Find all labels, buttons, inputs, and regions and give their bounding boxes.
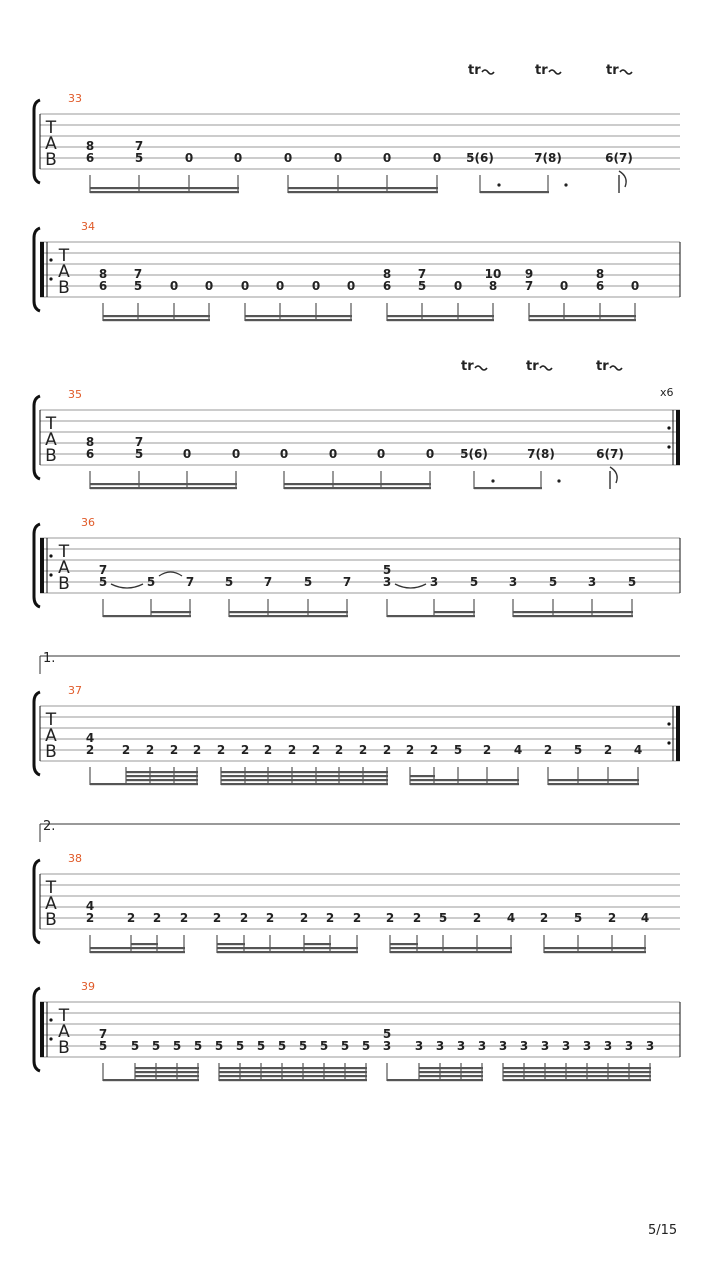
fret-number: 5(6) — [460, 447, 488, 461]
fret-number: 5 — [382, 1027, 392, 1041]
fret-number: 2 — [85, 743, 95, 757]
fret-number: 5 — [340, 1039, 350, 1053]
fret-number: 2 — [311, 743, 321, 757]
fret-number: 0 — [328, 447, 338, 461]
fret-number: 0 — [453, 279, 463, 293]
fret-number: 5 — [627, 575, 637, 589]
beam — [90, 487, 237, 489]
fret-number: 2 — [385, 911, 395, 925]
beam — [103, 319, 210, 321]
fret-number: 5 — [417, 279, 427, 293]
fret-number: 0 — [346, 279, 356, 293]
fret-number: 7 — [417, 267, 427, 281]
beam — [548, 779, 639, 781]
trill-mark: tr — [526, 359, 539, 374]
fret-number: 5(6) — [466, 151, 494, 165]
beam — [245, 315, 352, 317]
fret-number: 2 — [405, 743, 415, 757]
fret-number: 8 — [85, 139, 95, 153]
repeat-start-thick-bar — [40, 1002, 44, 1057]
fret-number: 2 — [382, 743, 392, 757]
measure-number: 35 — [68, 388, 82, 401]
fret-number: 5 — [303, 575, 313, 589]
beam — [103, 315, 210, 317]
fret-number: 3 — [477, 1039, 487, 1053]
fret-number: 2 — [603, 743, 613, 757]
tablature-content — [34, 63, 680, 1081]
repeat-start-thick-bar — [40, 242, 44, 297]
fret-number: 7 — [524, 279, 534, 293]
fret-number: 0 — [425, 447, 435, 461]
fret-number: 2 — [287, 743, 297, 757]
tab-system — [34, 63, 680, 193]
beam — [90, 951, 185, 953]
repeat-dot — [49, 258, 52, 261]
fret-number: 3 — [414, 1039, 424, 1053]
fret-number: 2 — [85, 911, 95, 925]
beam — [219, 1079, 367, 1081]
note-flag — [610, 467, 617, 489]
fret-number: 7 — [133, 267, 143, 281]
fret-number: 5 — [224, 575, 234, 589]
tie — [159, 572, 182, 576]
fret-number: 7 — [263, 575, 273, 589]
beam — [90, 187, 239, 189]
tab-clef-letter: A — [58, 558, 70, 578]
tab-clef-letter: B — [45, 446, 57, 466]
fret-number: 2 — [334, 743, 344, 757]
fret-number: 2 — [152, 911, 162, 925]
fret-number: 5 — [548, 575, 558, 589]
beam — [284, 487, 431, 489]
tab-system — [34, 516, 680, 617]
dot-augmentation — [564, 183, 567, 186]
tab-clef-letter: B — [58, 1038, 70, 1058]
fret-number: 2 — [169, 743, 179, 757]
beam — [410, 783, 519, 785]
repeat-dot — [49, 277, 52, 280]
fret-number: 2 — [192, 743, 202, 757]
dot-augmentation — [491, 479, 494, 482]
fret-number: 0 — [311, 279, 321, 293]
beam — [390, 943, 418, 945]
fret-number: 5 — [235, 1039, 245, 1053]
fret-number: 2 — [263, 743, 273, 757]
fret-number: 2 — [212, 911, 222, 925]
fret-number: 6 — [595, 279, 605, 293]
fret-number: 5 — [256, 1039, 266, 1053]
tab-clef-letter: T — [45, 118, 57, 138]
volta-label: 2. — [43, 819, 56, 834]
beam — [480, 191, 549, 193]
beam — [229, 615, 348, 617]
beam — [390, 947, 512, 949]
tab-clef-letter: T — [45, 414, 57, 434]
beam — [126, 779, 198, 781]
beam — [304, 943, 331, 945]
fret-number: 3 — [582, 1039, 592, 1053]
fret-number: 3 — [645, 1039, 655, 1053]
fret-number: 2 — [126, 911, 136, 925]
fret-number: 2 — [265, 911, 275, 925]
fret-number: 5 — [98, 1039, 108, 1053]
tab-system — [34, 980, 680, 1081]
note-flag — [619, 171, 626, 193]
beam — [217, 951, 358, 953]
fret-number: 2 — [607, 911, 617, 925]
fret-number: 5 — [193, 1039, 203, 1053]
fret-number: 5 — [573, 911, 583, 925]
fret-number: 0 — [275, 279, 285, 293]
fret-number: 5 — [130, 1039, 140, 1053]
tab-clef-letter: A — [45, 894, 57, 914]
fret-number: 7(8) — [534, 151, 562, 165]
measure-number: 34 — [81, 220, 95, 233]
fret-number: 2 — [145, 743, 155, 757]
beam — [474, 487, 542, 489]
fret-number: 6 — [382, 279, 392, 293]
fret-number: 3 — [508, 575, 518, 589]
tab-clef-letter: B — [45, 910, 57, 930]
fret-number: 0 — [184, 151, 194, 165]
fret-number: 5 — [453, 743, 463, 757]
beam — [544, 947, 646, 949]
tab-clef-letter: A — [45, 726, 57, 746]
fret-number: 8 — [98, 267, 108, 281]
fret-number: 4 — [85, 731, 95, 745]
fret-number: 2 — [472, 911, 482, 925]
tab-clef-letter: B — [45, 150, 57, 170]
tab-clef-letter: A — [58, 262, 70, 282]
fret-number: 0 — [382, 151, 392, 165]
fret-number: 3 — [498, 1039, 508, 1053]
fret-number: 3 — [540, 1039, 550, 1053]
beam — [229, 611, 348, 613]
beam — [90, 947, 185, 949]
tab-clef-letter: T — [58, 1006, 70, 1026]
fret-number: 2 — [216, 743, 226, 757]
fret-number: 4 — [506, 911, 516, 925]
beam — [219, 1067, 367, 1069]
fret-number: 7 — [134, 435, 144, 449]
fret-number: 3 — [587, 575, 597, 589]
trill-wave-icon — [610, 366, 622, 370]
beam — [419, 1075, 483, 1077]
fret-number: 3 — [435, 1039, 445, 1053]
tab-system — [34, 220, 680, 321]
fret-number: 2 — [358, 743, 368, 757]
beam — [221, 771, 388, 773]
tab-clef-letter: A — [58, 1022, 70, 1042]
page-number: 5/15 — [648, 1223, 678, 1238]
beam — [387, 315, 494, 317]
beam — [288, 187, 438, 189]
fret-number: 5 — [319, 1039, 329, 1053]
fret-number: 2 — [179, 911, 189, 925]
beam — [513, 611, 633, 613]
fret-number: 0 — [169, 279, 179, 293]
beam — [503, 1079, 651, 1081]
measure-number: 33 — [68, 92, 82, 105]
beam — [419, 1067, 483, 1069]
fret-number: 2 — [240, 743, 250, 757]
fret-number: 5 — [469, 575, 479, 589]
fret-number: 7(8) — [527, 447, 555, 461]
fret-number: 0 — [279, 447, 289, 461]
beam — [544, 951, 646, 953]
trill-mark: tr — [535, 63, 548, 78]
system-bracket — [34, 988, 40, 1071]
trill-wave-icon — [549, 70, 561, 74]
fret-number: 9 — [524, 267, 534, 281]
beam — [503, 1071, 651, 1073]
measure-number: 36 — [81, 516, 95, 529]
fret-number: 8 — [488, 279, 498, 293]
system-bracket — [34, 524, 40, 607]
fret-number: 10 — [484, 267, 502, 281]
tab-system — [34, 819, 680, 953]
beam — [135, 1075, 199, 1077]
tab-clef-letter: B — [58, 278, 70, 298]
fret-number: 7 — [134, 139, 144, 153]
fret-number: 5 — [98, 575, 108, 589]
fret-number: 5 — [361, 1039, 371, 1053]
beam — [126, 771, 198, 773]
fret-number: 7 — [98, 1027, 108, 1041]
beam — [284, 483, 431, 485]
system-bracket — [34, 228, 40, 311]
fret-number: 5 — [382, 563, 392, 577]
trill-mark: tr — [606, 63, 619, 78]
tab-clef-letter: T — [45, 878, 57, 898]
repeat-dot — [49, 1037, 52, 1040]
fret-number: 0 — [432, 151, 442, 165]
repeat-dot — [49, 1018, 52, 1021]
fret-number: 7 — [185, 575, 195, 589]
beam — [513, 615, 633, 617]
repeat-end-thick-bar — [676, 706, 680, 761]
beam — [245, 319, 352, 321]
trill-wave-icon — [620, 70, 632, 74]
tab-clef-letter: B — [45, 742, 57, 762]
fret-number: 2 — [352, 911, 362, 925]
beam — [217, 947, 358, 949]
tab-system — [34, 359, 680, 489]
tie — [395, 584, 426, 588]
beam — [503, 1067, 651, 1069]
system-bracket — [34, 396, 40, 479]
tab-system — [34, 651, 680, 785]
beam — [135, 1067, 199, 1069]
fret-number: 3 — [561, 1039, 571, 1053]
dot-augmentation — [557, 479, 560, 482]
fret-number: 3 — [519, 1039, 529, 1053]
fret-number: 4 — [640, 911, 650, 925]
fret-number: 2 — [543, 743, 553, 757]
fret-number: 8 — [595, 267, 605, 281]
fret-number: 0 — [283, 151, 293, 165]
fret-number: 2 — [429, 743, 439, 757]
fret-number: 8 — [382, 267, 392, 281]
fret-number: 3 — [382, 575, 392, 589]
beam — [151, 611, 191, 613]
fret-number: 8 — [85, 435, 95, 449]
repeat-start-thick-bar — [40, 538, 44, 593]
tab-clef-letter: T — [58, 246, 70, 266]
beam — [217, 943, 245, 945]
fret-number: 2 — [412, 911, 422, 925]
fret-number: 7 — [98, 563, 108, 577]
repeat-end-thick-bar — [676, 410, 680, 465]
beam — [221, 775, 388, 777]
beam — [548, 783, 639, 785]
fret-number: 0 — [240, 279, 250, 293]
fret-number: 5 — [277, 1039, 287, 1053]
system-bracket — [34, 860, 40, 943]
fret-number: 2 — [121, 743, 131, 757]
beam — [90, 783, 198, 785]
fret-number: 2 — [299, 911, 309, 925]
fret-number: 3 — [382, 1039, 392, 1053]
repeat-dot — [49, 554, 52, 557]
fret-number: 0 — [376, 447, 386, 461]
fret-number: 0 — [231, 447, 241, 461]
system-bracket — [34, 692, 40, 775]
fret-number: 5 — [151, 1039, 161, 1053]
fret-number: 5 — [298, 1039, 308, 1053]
beam — [410, 775, 435, 777]
beam — [219, 1075, 367, 1077]
fret-number: 5 — [573, 743, 583, 757]
beam — [390, 951, 512, 953]
fret-number: 5 — [146, 575, 156, 589]
trill-wave-icon — [475, 366, 487, 370]
trill-mark: tr — [596, 359, 609, 374]
repeat-count: x6 — [660, 386, 674, 399]
beam — [434, 611, 475, 613]
system-bracket — [34, 100, 40, 183]
trill-mark: tr — [468, 63, 481, 78]
fret-number: 0 — [233, 151, 243, 165]
tab-clef-letter: A — [45, 134, 57, 154]
beam — [503, 1075, 651, 1077]
tab-clef-letter: T — [45, 710, 57, 730]
trill-wave-icon — [482, 70, 494, 74]
fret-number: 0 — [630, 279, 640, 293]
fret-number: 3 — [624, 1039, 634, 1053]
trill-wave-icon — [540, 366, 552, 370]
beam — [387, 615, 475, 617]
fret-number: 6 — [85, 151, 95, 165]
fret-number: 2 — [239, 911, 249, 925]
beam — [529, 315, 636, 317]
fret-number: 3 — [603, 1039, 613, 1053]
dot-augmentation — [497, 183, 500, 186]
fret-number: 7 — [342, 575, 352, 589]
trill-mark: tr — [461, 359, 474, 374]
measure-number: 39 — [81, 980, 95, 993]
fret-number: 5 — [134, 151, 144, 165]
beam — [221, 779, 388, 781]
fret-number: 5 — [133, 279, 143, 293]
beam — [419, 1071, 483, 1073]
fret-number: 5 — [172, 1039, 182, 1053]
beam — [90, 483, 237, 485]
beam — [90, 191, 239, 193]
beam — [387, 1079, 483, 1081]
beam — [387, 319, 494, 321]
fret-number: 5 — [214, 1039, 224, 1053]
measure-number: 38 — [68, 852, 82, 865]
tab-clef-letter: T — [58, 542, 70, 562]
tie — [111, 584, 143, 588]
fret-number: 2 — [482, 743, 492, 757]
fret-number: 6 — [98, 279, 108, 293]
beam — [103, 615, 191, 617]
fret-number: 0 — [333, 151, 343, 165]
fret-number: 6(7) — [596, 447, 624, 461]
fret-number: 4 — [85, 899, 95, 913]
measure-number: 37 — [68, 684, 82, 697]
fret-number: 4 — [633, 743, 643, 757]
fret-number: 0 — [204, 279, 214, 293]
fret-number: 3 — [456, 1039, 466, 1053]
fret-number: 6 — [85, 447, 95, 461]
fret-number: 0 — [182, 447, 192, 461]
tab-clef-letter: A — [45, 430, 57, 450]
beam — [131, 943, 158, 945]
beam — [126, 775, 198, 777]
fret-number: 3 — [429, 575, 439, 589]
fret-number: 4 — [513, 743, 523, 757]
fret-number: 5 — [438, 911, 448, 925]
repeat-dot — [667, 741, 670, 744]
beam — [219, 1071, 367, 1073]
repeat-dot — [49, 573, 52, 576]
repeat-dot — [667, 445, 670, 448]
beam — [288, 191, 438, 193]
beam — [103, 1079, 199, 1081]
fret-number: 2 — [325, 911, 335, 925]
repeat-dot — [667, 426, 670, 429]
beam — [221, 783, 388, 785]
fret-number: 2 — [539, 911, 549, 925]
tab-clef-letter: B — [58, 574, 70, 594]
beam — [529, 319, 636, 321]
repeat-dot — [667, 722, 670, 725]
fret-number: 5 — [134, 447, 144, 461]
volta-label: 1. — [43, 651, 56, 666]
beam — [135, 1071, 199, 1073]
beam — [410, 779, 519, 781]
fret-number: 6(7) — [605, 151, 633, 165]
fret-number: 0 — [559, 279, 569, 293]
